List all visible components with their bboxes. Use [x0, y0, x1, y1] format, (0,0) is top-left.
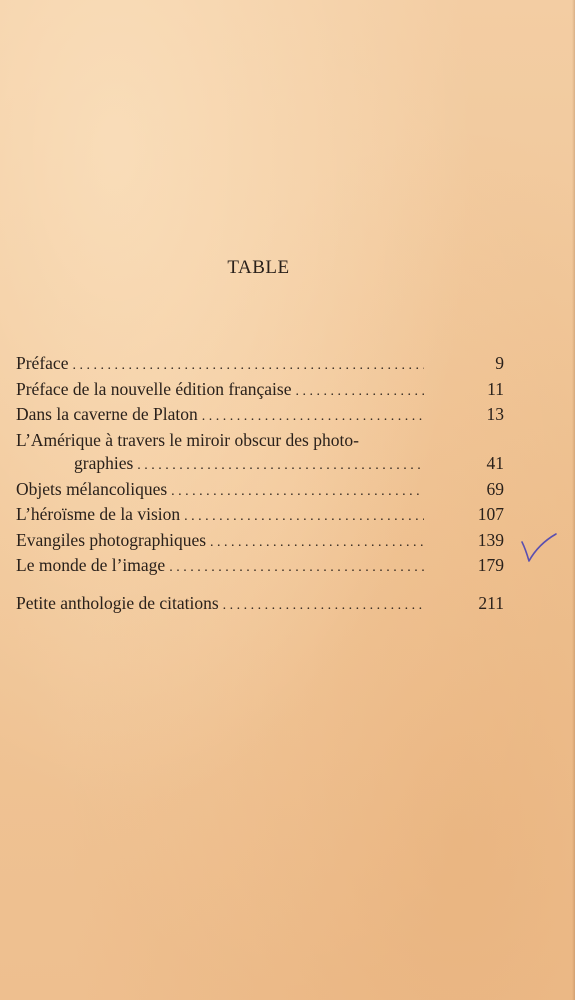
toc-leader-dots [206, 531, 478, 555]
toc-entry-page: 139 [477, 529, 504, 550]
toc-leader-dots [68, 354, 478, 378]
toc-leader-dots [219, 594, 478, 618]
toc-entry-label: Préface [16, 353, 69, 373]
toc-entry-anthologie[interactable] [16, 592, 504, 618]
toc-entry-page: 107 [477, 504, 504, 524]
toc-entry-label: Préface de la nouvelle édition française [16, 378, 292, 399]
toc-entry-label: Dans la caverne de Platon [16, 404, 198, 424]
toc-entry-page: 179 [477, 555, 504, 575]
toc-entry-caverne-platon[interactable] [16, 403, 504, 429]
toc-entry-label: L’héroïsme de la vision [16, 504, 181, 524]
toc-entry-page: 13 [486, 404, 504, 424]
toc-entry-heroisme-vision[interactable] [16, 503, 504, 529]
toc-entry-amerique-line1[interactable] [16, 429, 504, 453]
check-mark-icon [516, 530, 560, 564]
toc-entry-objets-melancoliques[interactable] [16, 478, 504, 504]
toc-entry-monde-image[interactable] [16, 554, 504, 580]
toc-entry-page: 41 [486, 453, 504, 473]
toc-leader-dots [198, 405, 478, 429]
toc-entry-page: 211 [478, 592, 504, 613]
toc-leader-dots [167, 480, 478, 504]
toc-entry-label: graphies [74, 453, 134, 473]
toc-section-gap [16, 580, 504, 592]
toc-entry-label: Evangiles photographiques [16, 529, 207, 550]
toc-entry-label: Le monde de l’image [16, 555, 166, 575]
toc-entry-page: 69 [486, 478, 504, 499]
toc-title: TABLE [227, 257, 290, 278]
toc-entry-evangiles[interactable] [16, 529, 504, 555]
toc-leader-dots [165, 556, 478, 580]
toc-entry-label: Petite anthologie de citations [16, 592, 219, 613]
toc-entry-label: L’Amérique à travers le miroir obscur des photo- [16, 429, 359, 450]
toc-entry-page: 9 [495, 353, 504, 373]
toc-entry-nouvelle-edition[interactable] [16, 378, 504, 404]
toc-leader-dots [133, 454, 478, 478]
toc-entry-page: 11 [487, 378, 504, 399]
toc-leader-dots [292, 380, 479, 404]
toc-leader-dots [180, 505, 478, 529]
toc-entry-preface[interactable] [16, 352, 504, 378]
table-of-contents [16, 352, 504, 617]
toc-entry-label: Objets mélancoliques [16, 478, 168, 499]
toc-entry-amerique-line2[interactable] [16, 452, 504, 478]
